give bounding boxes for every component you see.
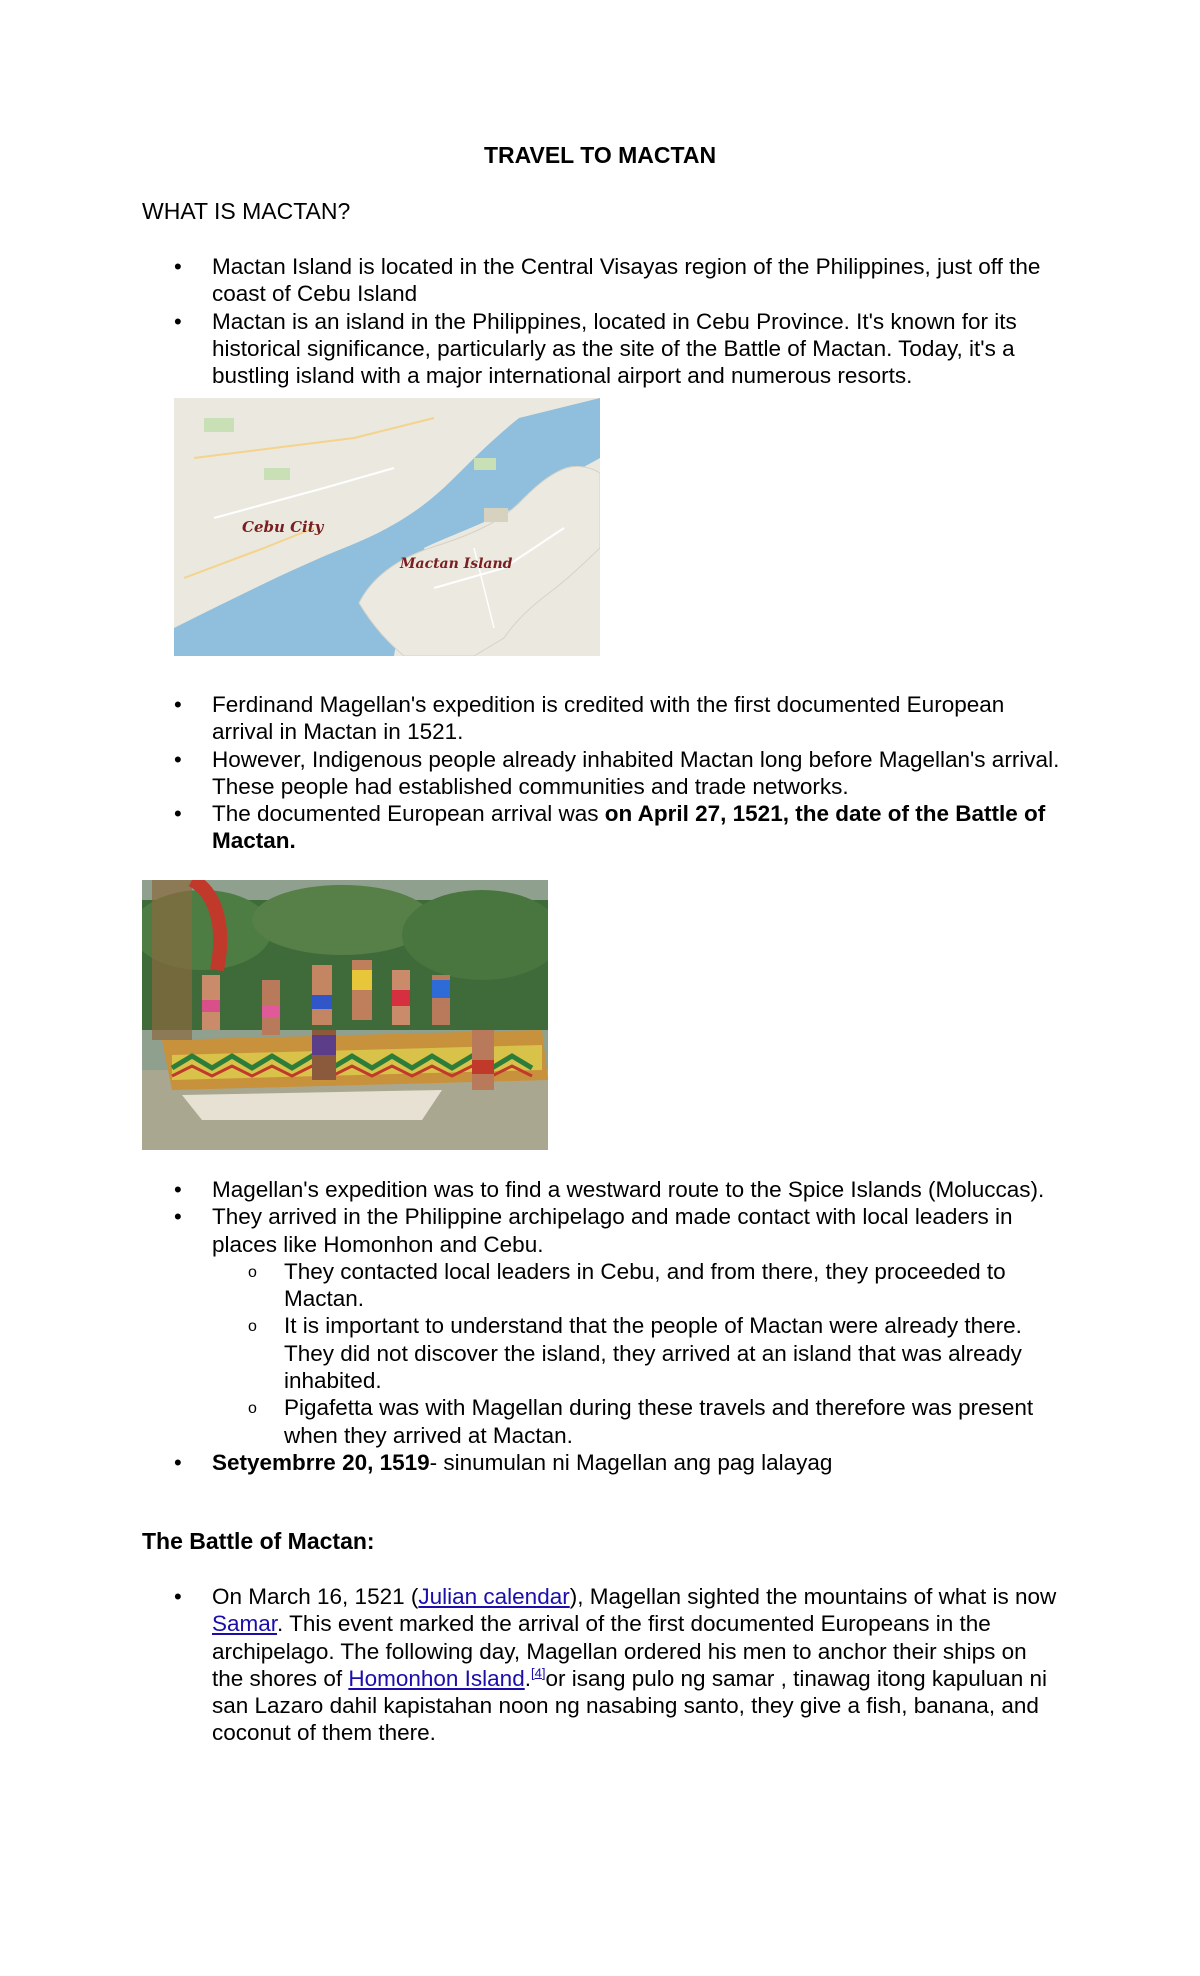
- list-item: • Ferdinand Magellan's expedition is credited with the first documented European arrival in Mactan in 1521.: [142, 691, 1062, 746]
- link-julian-calendar[interactable]: Julian calendar: [418, 1584, 570, 1609]
- list-item-text: They arrived in the Philippine archipelago and made contact with local leaders in places like Homonhon and Cebu.: [212, 1204, 1013, 1257]
- sub-list-item: o They contacted local leaders in Cebu, and from there, they proceeded to Mactan.: [212, 1258, 1062, 1313]
- map-graphic: [174, 398, 600, 656]
- list-item-text: - sinumulan ni Magellan ang pag lalayag: [429, 1449, 833, 1475]
- bullet-list-battle: [142, 1583, 1062, 1747]
- list-item-bold-text: on April 27, 1521, the date of the Battle of Mactan.: [212, 801, 1046, 854]
- map-label-cebu-city: Cebu City: [242, 518, 324, 536]
- text-run: or isang pulo ng samar , tinawag itong kapuluan ni san Lazaro dahil kapistahan noon ng nasabing santo, they give a fish, banana, and coconut of them there.: [212, 1665, 1048, 1746]
- list-item: [142, 1449, 1062, 1476]
- text-run: ), Magellan sighted the mountains of what is now: [569, 1584, 1057, 1609]
- reenactment-photo: [142, 880, 548, 1150]
- sub-list-item: o Pigafetta was with Magellan during these travels and therefore was present when they arrived at Mactan.: [212, 1394, 1062, 1449]
- citation-link[interactable]: [4]: [530, 1665, 546, 1681]
- photo-graphic: [142, 880, 548, 1150]
- list-item: [142, 1203, 1062, 1449]
- list-item-bold-text: Setyembrre 20, 1519: [212, 1449, 430, 1475]
- section-heading-battle-of-mactan: The Battle of Mactan:: [142, 1528, 375, 1554]
- link-homonhon-island[interactable]: Homonhon Island: [348, 1665, 525, 1691]
- list-item-text: The documented European arrival was: [212, 801, 605, 827]
- text-run: .: [524, 1665, 531, 1691]
- section-heading-what-is-mactan: WHAT IS MACTAN?: [142, 198, 351, 224]
- mactan-map-image: [174, 398, 600, 656]
- bullet-list-arrival: [142, 691, 1062, 855]
- list-item: • Mactan Island is located in the Central Visayas region of the Philippines, just off the coast of Cebu Island: [142, 253, 1062, 308]
- list-item: [142, 800, 1062, 855]
- list-item: • However, Indigenous people already inhabited Mactan long before Magellan's arrival. These people had established communities and trade networks.: [142, 746, 1062, 801]
- text-run: . This event marked the arrival of the first documented Europeans in the archipelago. The following day, Magellan ordered his men to anchor their ships on the shores of: [212, 1611, 1027, 1691]
- bullet-list-expedition: [142, 1176, 1062, 1476]
- list-item: • Magellan's expedition was to find a westward route to the Spice Islands (Moluccas).: [142, 1176, 1062, 1203]
- page-title: TRAVEL TO MACTAN: [483, 142, 717, 168]
- sub-list-item: o It is important to understand that the people of Mactan were already there. They did not discover the island, they arrived at an island that was already inhabited.: [212, 1312, 1062, 1394]
- sub-bullet-list: [212, 1258, 1062, 1449]
- bullet-list-intro: [142, 253, 1062, 389]
- text-run: On March 16, 1521 (: [212, 1584, 419, 1609]
- list-item: • Mactan is an island in the Philippines, located in Cebu Province. It's known for its historical significance, particularly as the site of the Battle of Mactan. Today, it's a bustling island with a major international airport and numerous resorts.: [142, 308, 1062, 390]
- link-samar[interactable]: Samar: [212, 1611, 278, 1637]
- list-item: [142, 1583, 1062, 1747]
- map-label-mactan-island: Mactan Island: [400, 556, 513, 572]
